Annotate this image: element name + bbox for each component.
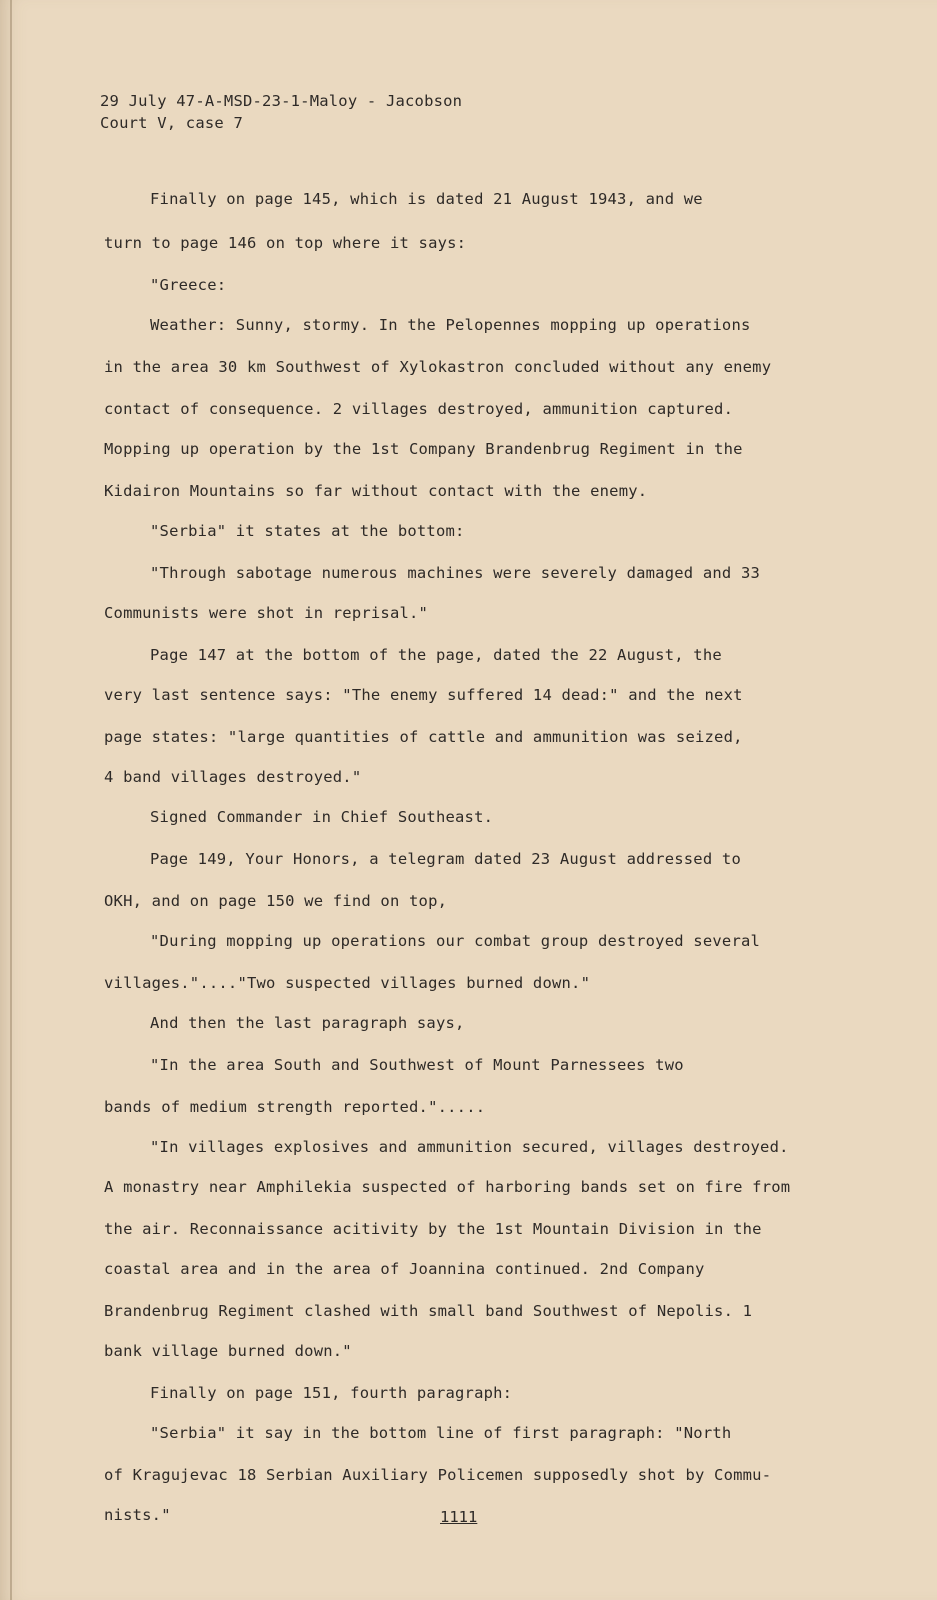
header-court-line: Court V, case 7 [100, 114, 243, 132]
body-line: contact of consequence. 2 villages destroyed, ammunition captured. [104, 400, 734, 418]
page-number: 1111 [440, 1508, 478, 1526]
body-line: nists." [104, 1506, 171, 1524]
body-line: bank village burned down." [104, 1342, 352, 1360]
header-date-line: 29 July 47-A-MSD-23-1-Maloy - Jacobson [100, 92, 463, 110]
body-line: Weather: Sunny, stormy. In the Pelopennes mopping up operations [150, 316, 751, 334]
body-line: Kidairon Mountains so far without contact with the enemy. [104, 482, 648, 500]
body-line: "During mopping up operations our combat group destroyed several [150, 932, 761, 950]
body-line: And then the last paragraph says, [150, 1014, 465, 1032]
body-line: 4 band villages destroyed." [104, 768, 362, 786]
body-line: the air. Reconnaissance acitivity by the 1st Mountain Division in the [104, 1220, 762, 1238]
body-line: Finally on page 145, which is dated 21 August 1943, and we [150, 190, 703, 208]
body-line: page states: "large quantities of cattle and ammunition was seized, [104, 728, 743, 746]
body-line: coastal area and in the area of Joannina continued. 2nd Company [104, 1260, 705, 1278]
body-line: Page 147 at the bottom of the page, dated the 22 August, the [150, 646, 722, 664]
page-left-edge [10, 0, 12, 1600]
body-line: "Serbia" it states at the bottom: [150, 522, 465, 540]
body-line: A monastry near Amphilekia suspected of harboring bands set on fire from [104, 1178, 791, 1196]
body-line: "In villages explosives and ammunition secured, villages destroyed. [150, 1138, 789, 1156]
body-line: villages."...."Two suspected villages burned down." [104, 974, 591, 992]
body-line: bands of medium strength reported."..... [104, 1098, 486, 1116]
body-line: Mopping up operation by the 1st Company Brandenbrug Regiment in the [104, 440, 743, 458]
body-line: "In the area South and Southwest of Mount Parnessees two [150, 1056, 684, 1074]
body-line: Page 149, Your Honors, a telegram dated 23 August addressed to [150, 850, 741, 868]
body-line: OKH, and on page 150 we find on top, [104, 892, 448, 910]
body-line: "Serbia" it say in the bottom line of first paragraph: "North [150, 1424, 732, 1442]
body-line: very last sentence says: "The enemy suffered 14 dead:" and the next [104, 686, 743, 704]
body-line: Brandenbrug Regiment clashed with small band Southwest of Nepolis. 1 [104, 1302, 753, 1320]
body-line: in the area 30 km Southwest of Xylokastron concluded without any enemy [104, 358, 772, 376]
body-line: Signed Commander in Chief Southeast. [150, 808, 494, 826]
body-line: "Through sabotage numerous machines were severely damaged and 33 [150, 564, 761, 582]
body-line: Communists were shot in reprisal." [104, 604, 429, 622]
body-line: Finally on page 151, fourth paragraph: [150, 1384, 513, 1402]
body-line: of Kragujevac 18 Serbian Auxiliary Policemen supposedly shot by Commu- [104, 1466, 772, 1484]
body-line: "Greece: [150, 276, 227, 294]
body-line: turn to page 146 on top where it says: [104, 234, 467, 252]
